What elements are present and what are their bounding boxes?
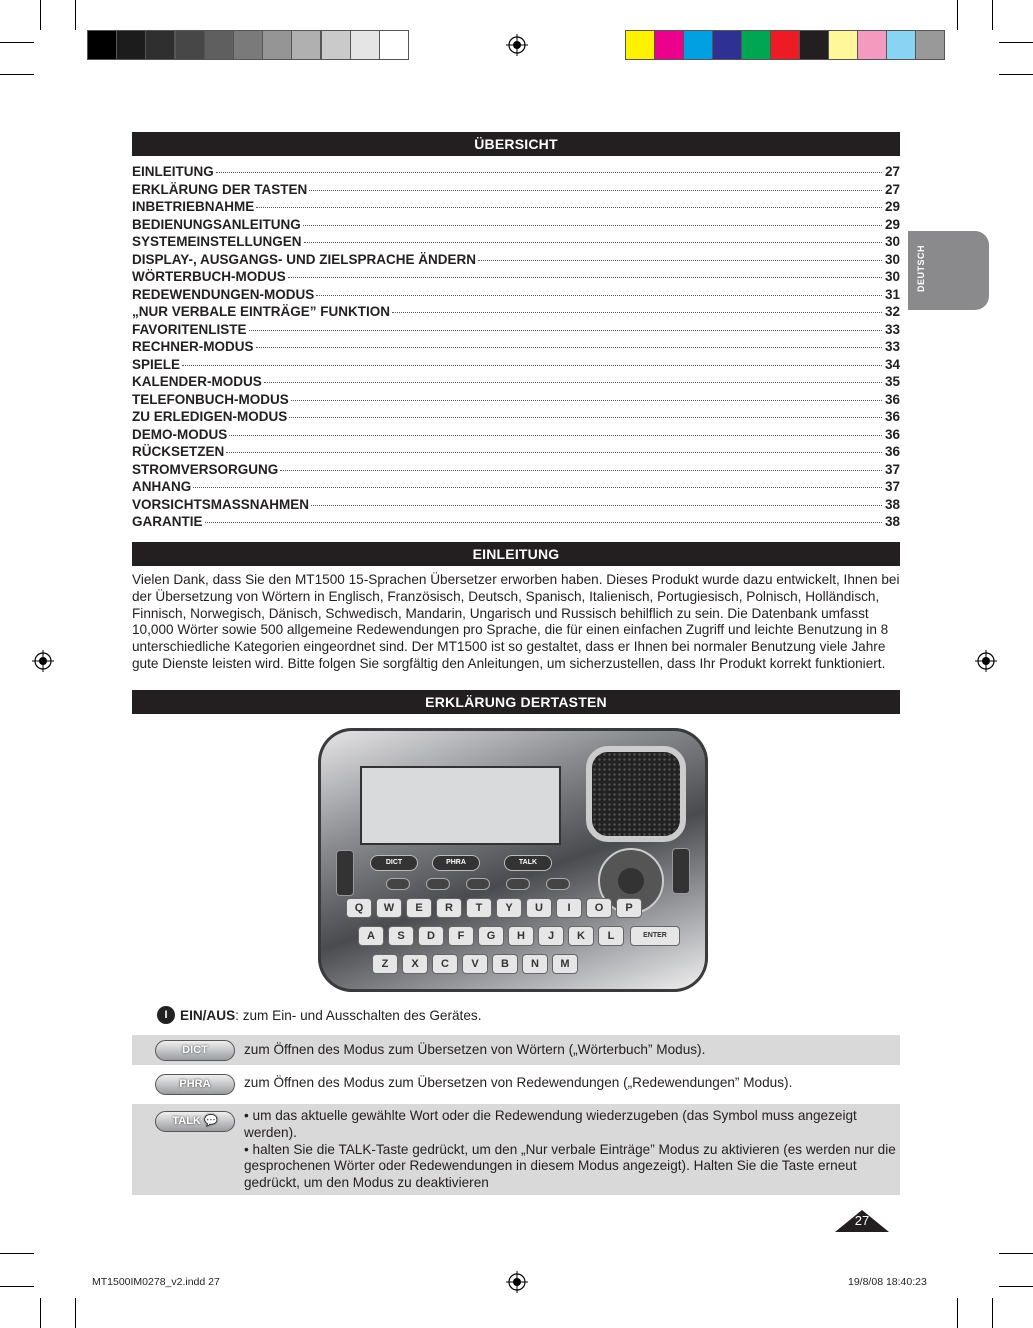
toc-leader-dots [205, 522, 883, 523]
device-letter-key: Z [372, 954, 398, 974]
registration-mark-icon [32, 650, 54, 672]
color-swatch [683, 30, 713, 60]
toc-entry-page: 38 [884, 514, 900, 529]
color-swatch [741, 30, 771, 60]
toc-entry-page: 29 [884, 216, 900, 232]
speech-bubble-icon: 💬 [203, 1115, 218, 1127]
device-phra-key: PHRA [432, 855, 480, 871]
device-letter-key: U [526, 898, 552, 918]
crop-mark [40, 1298, 41, 1328]
toc-entry-label: SPIELE [132, 356, 181, 372]
toc-entry-page: 31 [884, 286, 900, 302]
toc-entry [132, 217, 900, 235]
crop-mark [0, 1253, 34, 1254]
device-letter-key: N [522, 954, 548, 974]
device-letter-key: C [432, 954, 458, 974]
crop-mark [999, 74, 1033, 75]
crop-mark [75, 1298, 76, 1328]
toc-entry [132, 444, 900, 462]
gray-swatch [233, 30, 263, 60]
crop-mark [0, 74, 34, 75]
registration-mark-icon [975, 650, 997, 672]
device-enter-key: ENTER [630, 926, 680, 946]
toc-entry [132, 357, 900, 375]
device-letter-key: L [598, 926, 624, 946]
toc-entry [132, 462, 900, 480]
talk-description-line-1: • um das aktuelle gewählte Wort oder die Redewendung wiederzugeben (das Symbol muss angezeigt werden). [244, 1108, 857, 1140]
crop-mark [999, 42, 1033, 43]
device-letter-key: J [538, 926, 564, 946]
toc-leader-dots [256, 207, 882, 208]
gray-swatch [291, 30, 321, 60]
power-description [180, 1008, 481, 1023]
device-speaker [586, 746, 686, 842]
toc-leader-dots [216, 172, 882, 173]
toc-entry-label: TELEFONBUCH-MODUS [132, 391, 289, 407]
gray-swatch [262, 30, 292, 60]
toc-entry-label: FAVORITENLISTE [132, 321, 247, 337]
toc-leader-dots [291, 400, 882, 401]
timestamp-slug: 19/8/08 18:40:23 [848, 1276, 927, 1288]
keys-heading: ERKLÄRUNG DERTASTEN [132, 690, 900, 714]
device-letter-key: Y [496, 898, 522, 918]
registration-mark-icon [506, 34, 528, 56]
power-label: EIN/AUS [180, 1008, 236, 1023]
device-letter-key: T [466, 898, 492, 918]
toc-entry-label: ZU ERLEDIGEN-MODUS [132, 409, 288, 424]
device-function-key [386, 878, 410, 890]
toc-entry-label: RECHNER-MODUS [132, 339, 254, 354]
toc-entry-label: DISPLAY-, AUSGANGS- UND ZIELSPRACHE ÄNDERN [132, 251, 477, 267]
crop-mark [992, 0, 993, 30]
table-of-contents [132, 164, 900, 532]
registration-mark-icon [506, 1271, 528, 1293]
toc-entry-page: 32 [884, 304, 900, 319]
toc-entry-page: 30 [884, 251, 900, 267]
toc-leader-dots [478, 260, 882, 261]
intro-paragraph: Vielen Dank, dass Sie den MT1500 15-Sprachen Übersetzer erworben haben. Dieses Produkt wurde dazu entwickelt, Ihnen bei der Übersetzung von Wörtern in Englisch, Französisch, Deutsch, Spanisch, Italienisch, Portugiesisch, Polnisch, Holländisch, Finnisch, Norwegisch, Dänisch, Schwedisch, Mandarin, Ungarisch und Russisch behilflich zu sein. Die Datenbank umfasst 10,000 Wörter sowie 500 allgemeine Redewendungen pro Sprache, die für einen einfachen Zugriff und leichte Benutzung in 8 unterschiedliche Kategorien eingeordnet sind. Der MT1500 ist so gestaltet, dass er Ihnen bei normaler Benutzung viele Jahre gute Dienste leisten wird. Bitte folgen Sie sorgfältig den Anleitungen, um sicherzustellen, dass Ihr Produkt korrekt funktioniert. [132, 572, 900, 671]
side-tab-label: DEUTSCH [916, 245, 926, 293]
toc-entry-label: REDEWENDUNGEN-MODUS [132, 286, 315, 302]
device-letter-key: Q [346, 898, 372, 918]
toc-leader-dots [392, 312, 882, 313]
toc-entry [132, 234, 900, 252]
gray-swatch [87, 30, 117, 60]
device-function-key [426, 878, 450, 890]
device-letter-key: S [388, 926, 414, 946]
gray-swatch [379, 30, 409, 60]
toc-entry [132, 199, 900, 217]
device-screen [360, 766, 561, 845]
toc-entry-label: SYSTEMEINSTELLUNGEN [132, 234, 302, 249]
device-letter-key: G [478, 926, 504, 946]
toc-entry-page: 37 [884, 479, 900, 494]
toc-entry-page: 37 [884, 461, 900, 477]
toc-leader-dots [316, 295, 882, 296]
toc-entry-label: RÜCKSETZEN [132, 444, 225, 459]
color-swatch [915, 30, 945, 60]
device-function-key [546, 878, 570, 890]
toc-leader-dots [256, 347, 883, 348]
gray-swatch [145, 30, 175, 60]
toc-leader-dots [182, 365, 882, 366]
gray-swatch [321, 30, 351, 60]
crop-mark [957, 0, 958, 30]
toc-entry [132, 304, 900, 322]
talk-description-line-2: • halten Sie die TALK-Taste gedrückt, um den „Nur verbale Einträge” Modus zu aktivieren (es werden nur die gesprochenen Wörter oder Redewendungen in diesem Modus angezeigt). Halten Sie die Taste erneut gedrückt, um den Modus zu deaktivieren [244, 1141, 896, 1191]
device-function-key [466, 878, 490, 890]
device-illustration [318, 728, 708, 992]
device-letter-key: B [492, 954, 518, 974]
gray-swatch [350, 30, 380, 60]
toc-entry [132, 374, 900, 392]
device-letter-key: A [358, 926, 384, 946]
crop-mark [0, 1286, 34, 1287]
device-letter-key: O [586, 898, 612, 918]
device-power-key [336, 850, 354, 896]
toc-entry [132, 392, 900, 410]
color-swatch [625, 30, 655, 60]
phra-button-image: PHRA [155, 1074, 235, 1095]
toc-entry-label: STROMVERSORGUNG [132, 461, 279, 477]
toc-entry-page: 36 [884, 444, 900, 459]
device-letter-key: P [616, 898, 642, 918]
toc-entry [132, 269, 900, 287]
toc-leader-dots [229, 435, 882, 436]
toc-entry [132, 427, 900, 445]
toc-entry-page: 33 [884, 321, 900, 337]
dict-description: zum Öffnen des Modus zum Übersetzen von Wörtern („Wörterbuch” Modus). [244, 1042, 706, 1057]
crop-mark [40, 0, 41, 30]
toc-entry-page: 38 [884, 496, 900, 512]
toc-entry-label: KALENDER-MODUS [132, 374, 262, 389]
toc-leader-dots [309, 190, 882, 191]
crop-mark [0, 42, 34, 43]
toc-entry [132, 497, 900, 515]
power-text: : zum Ein- und Ausschalten des Gerätes. [235, 1008, 482, 1023]
toc-entry-page: 30 [884, 269, 900, 284]
toc-entry-label: WÖRTERBUCH-MODUS [132, 269, 286, 284]
phra-description: zum Öffnen des Modus zum Übersetzen von Redewendungen („Redewendungen” Modus). [244, 1075, 793, 1090]
toc-entry [132, 479, 900, 497]
dict-button-image: DICT [155, 1040, 235, 1061]
toc-entry-label: DEMO-MODUS [132, 426, 228, 442]
gray-swatch [204, 30, 234, 60]
device-letter-key: R [436, 898, 462, 918]
gray-swatch [116, 30, 146, 60]
device-letter-key: X [402, 954, 428, 974]
toc-entry-page: 36 [884, 391, 900, 407]
toc-entry [132, 164, 900, 182]
toc-entry-page: 33 [884, 339, 900, 354]
color-swatch [654, 30, 684, 60]
device-letter-key: M [552, 954, 578, 974]
device-letter-key: F [448, 926, 474, 946]
toc-leader-dots [288, 277, 882, 278]
toc-leader-dots [226, 452, 882, 453]
toc-leader-dots [280, 470, 882, 471]
toc-entry-page: 36 [884, 409, 900, 424]
talk-button-image [155, 1111, 235, 1132]
toc-leader-dots [311, 505, 882, 506]
device-letter-key: D [418, 926, 444, 946]
toc-entry-page: 27 [884, 164, 900, 179]
toc-entry-label: INBETRIEBNAHME [132, 199, 255, 214]
color-swatch [828, 30, 858, 60]
toc-entry-page: 27 [884, 181, 900, 197]
device-dict-key: DICT [370, 855, 418, 871]
toc-entry-page: 29 [884, 199, 900, 214]
language-side-tab [908, 231, 989, 310]
toc-entry [132, 182, 900, 200]
talk-button-label: TALK [172, 1115, 201, 1127]
crop-mark [999, 1253, 1033, 1254]
toc-entry-label: BEDIENUNGSANLEITUNG [132, 216, 301, 232]
device-letter-key: V [462, 954, 488, 974]
power-icon: I [157, 1006, 175, 1024]
device-function-key [506, 878, 530, 890]
toc-entry-label: EINLEITUNG [132, 164, 214, 179]
device-letter-key: K [568, 926, 594, 946]
toc-entry [132, 409, 900, 427]
toc-entry-page: 34 [884, 356, 900, 372]
crop-mark [957, 1298, 958, 1328]
file-slug: MT1500IM0278_v2.indd 27 [92, 1276, 220, 1288]
toc-entry-label: „NUR VERBALE EINTRÄGE” FUNKTION [132, 304, 391, 319]
talk-description [244, 1108, 896, 1192]
toc-entry [132, 339, 900, 357]
toc-entry-label: GARANTIE [132, 514, 203, 529]
device-side-keys [672, 848, 690, 894]
toc-leader-dots [303, 225, 882, 226]
toc-entry [132, 322, 900, 340]
intro-heading: EINLEITUNG [132, 542, 900, 566]
toc-leader-dots [249, 330, 882, 331]
gray-swatch [175, 30, 205, 60]
color-swatch [799, 30, 829, 60]
toc-entry [132, 252, 900, 270]
crop-mark [75, 0, 76, 30]
device-letter-key: W [376, 898, 402, 918]
device-letter-key: I [556, 898, 582, 918]
color-swatch [712, 30, 742, 60]
color-swatch [886, 30, 916, 60]
crop-mark [999, 1286, 1033, 1287]
toc-entry-label: VORSICHTSMASSNAHMEN [132, 496, 310, 512]
color-swatch [857, 30, 887, 60]
toc-leader-dots [289, 417, 882, 418]
page-number: 27 [854, 1213, 870, 1228]
toc-leader-dots [264, 382, 882, 383]
toc-leader-dots [304, 242, 882, 243]
toc-leader-dots [193, 487, 882, 488]
overview-heading: ÜBERSICHT [132, 132, 900, 156]
color-swatch [770, 30, 800, 60]
toc-entry-page: 35 [884, 374, 900, 389]
toc-entry-page: 36 [884, 426, 900, 442]
crop-mark [992, 1298, 993, 1328]
device-letter-key: H [508, 926, 534, 946]
device-talk-key: TALK [504, 855, 552, 871]
toc-entry [132, 287, 900, 305]
toc-entry-label: ANHANG [132, 479, 192, 494]
toc-entry [132, 514, 900, 532]
toc-entry-label: ERKLÄRUNG DER TASTEN [132, 181, 308, 197]
device-letter-key: E [406, 898, 432, 918]
toc-entry-page: 30 [884, 234, 900, 249]
